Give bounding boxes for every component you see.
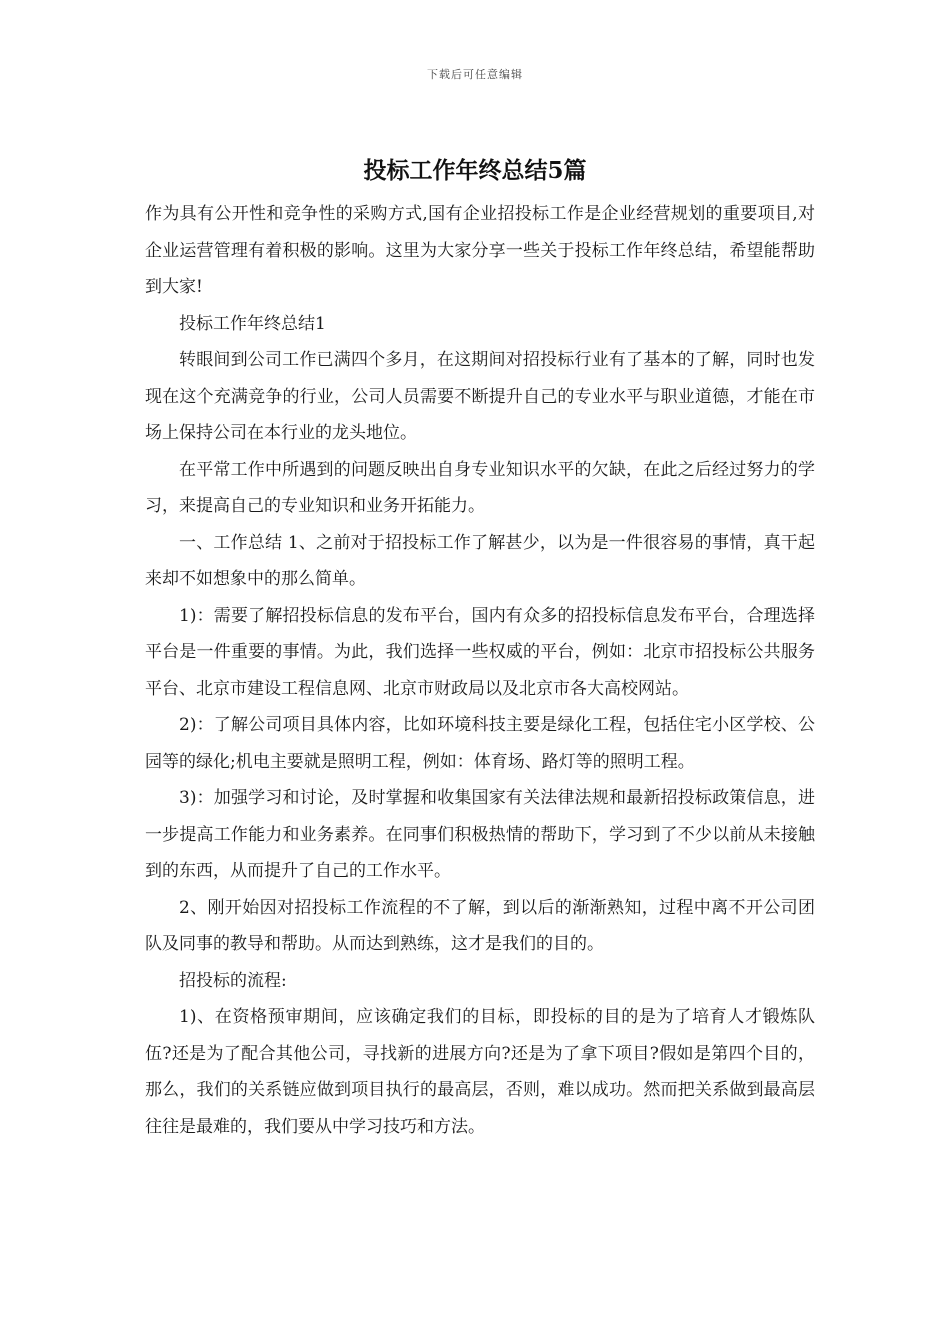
section-heading: 投标工作年终总结1: [179, 313, 326, 334]
paragraph: 一、工作总结 1、之前对于招投标工作了解甚少，以为是一件很容易的事情，真干起来却不如想象中的那么简单。: [145, 532, 815, 589]
paragraph: 2、刚开始因对招投标工作流程的不了解，到以后的渐渐熟知，过程中离不开公司团队及同事的教导和帮助。从而达到熟练，这才是我们的目的。: [145, 897, 815, 954]
subheading: 招投标的流程:: [179, 970, 287, 991]
paragraph: 1)：需要了解招投标信息的发布平台，国内有众多的招投标信息发布平台，合理选择平台是一件重要的事情。为此，我们选择一些权威的平台，例如：北京市招投标公共服务平台、北京市建设工程信息网、北京市财政局以及北京市各大高校网站。: [145, 605, 815, 699]
paragraph: 转眼间到公司工作已满四个多月，在这期间对招投标行业有了基本的了解，同时也发现在这个充满竞争的行业，公司人员需要不断提升自己的专业水平与职业道德，才能在市场上保持公司在本行业的龙头地位。: [145, 350, 815, 443]
paragraph: 2)：了解公司项目具体内容，比如环境科技主要是绿化工程，包括住宅小区学校、公园等的绿化;机电主要就是照明工程，例如：体育场、路灯等的照明工程。: [145, 715, 815, 772]
paragraph: 1)、在资格预审期间，应该确定我们的目标，即投标的目的是为了培育人才锻炼队伍?还是为了配合其他公司，寻找新的进展方向?还是为了拿下项目?假如是第四个目的，那么，我们的关系链应做到项目执行的最高层，否则，难以成功。然而把关系做到最高层往往是最难的，我们要从中学习技巧和方法。: [145, 1007, 815, 1137]
document-title: 投标工作年终总结5篇: [363, 157, 587, 184]
header-note: 下载后可任意编辑: [427, 68, 523, 81]
paragraph-intro: 作为具有公开性和竞争性的采购方式,国有企业招投标工作是企业经营规划的重要项目,对企业运营管理有着积极的影响。这里为大家分享一些关于投标工作年终总结，希望能帮助到大家!: [145, 204, 815, 297]
paragraph: 3)：加强学习和讨论，及时掌握和收集国家有关法律法规和最新招投标政策信息，进一步提高工作能力和业务素养。在同事们积极热情的帮助下，学习到了不少以前从未接触到的东西，从而提升了自己的工作水平。: [145, 788, 815, 881]
paragraph: 在平常工作中所遇到的问题反映出自身专业知识水平的欠缺，在此之后经过努力的学习，来提高自己的专业知识和业务开拓能力。: [145, 459, 815, 516]
document-body: [145, 196, 815, 1145]
